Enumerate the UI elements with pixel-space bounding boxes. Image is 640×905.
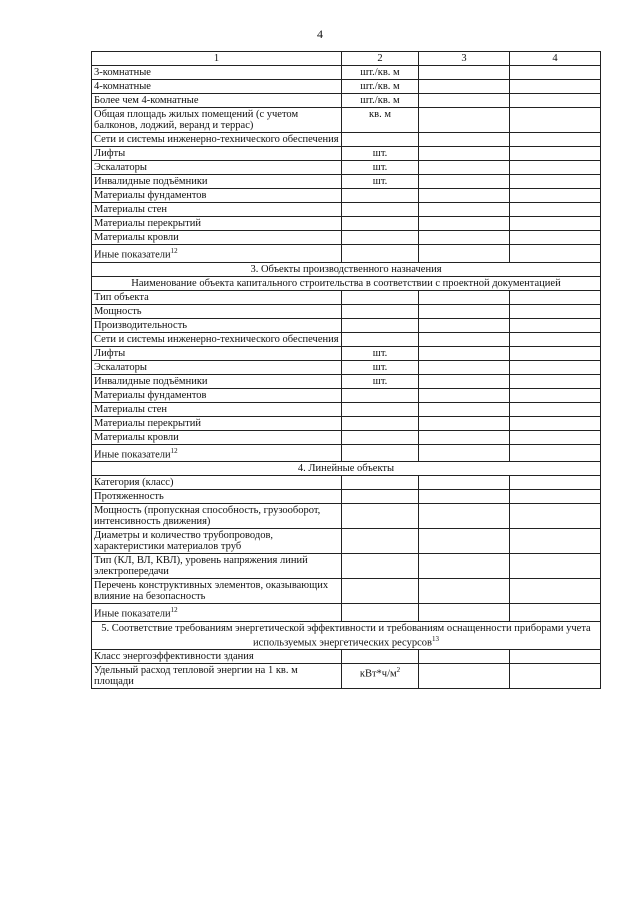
unit-of-measure-text: шт. [372,375,388,387]
design-value [419,360,510,374]
table-row [92,133,601,147]
actual-value [510,332,601,346]
indicator-name-text: Лифты [94,148,126,159]
table-row [92,94,601,108]
unit-of-measure-text: шт. [372,347,388,359]
unit-of-measure [342,664,419,689]
design-value [419,664,510,689]
table-row [92,332,601,346]
indicator-name-text: Тип объекта [94,291,149,303]
column-header-2-text: 2 [377,53,383,64]
indicator-name [92,490,342,504]
indicator-name-text: Материалы кровли [94,232,179,243]
table-row [92,189,601,203]
indicator-name-text: Иные показатели [94,249,171,261]
section-heading [92,621,601,650]
unit-of-measure-text: шт. [372,162,388,173]
indicator-name [92,175,342,189]
table-row [92,579,601,604]
section-heading-text: 5. Соответствие требованиям энергетической эффективности и требованиям оснащенности приборами учета используемых энергетических ресурсов [101,622,591,648]
column-header-3 [419,52,510,66]
design-value [419,80,510,94]
actual-value [510,604,601,622]
design-value [419,346,510,360]
indicator-name-footnote: 12 [170,247,178,255]
unit-of-measure [342,304,419,318]
indicator-name-text: Материалы фундаментов [94,190,207,201]
indicator-name [92,504,342,529]
unit-of-measure [342,94,419,108]
indicator-name [92,554,342,579]
table-row [92,304,601,318]
actual-value [510,66,601,80]
indicator-name [92,245,342,263]
indicator-name [92,388,342,402]
unit-of-measure [342,318,419,332]
unit-of-measure [342,245,419,263]
section-heading-footnote: 13 [431,634,439,643]
indicator-name [92,189,342,203]
section-heading-row [92,462,601,476]
indicator-name-text: Мощность (пропускная способность, грузооборот, интенсивность движения) [94,505,321,527]
table-row [92,444,601,462]
indicator-name [92,332,342,346]
design-value [419,290,510,304]
unit-of-measure [342,476,419,490]
design-value [419,318,510,332]
column-header-3-text: 3 [461,53,467,64]
actual-value [510,388,601,402]
actual-value [510,203,601,217]
actual-value [510,304,601,318]
indicator-name-text: Лифты [94,347,126,359]
table-row [92,245,601,263]
indicator-name [92,664,342,689]
table-row [92,664,601,689]
column-header-1 [92,52,342,66]
table-row [92,217,601,231]
actual-value [510,318,601,332]
indicators-table-body [92,52,601,689]
indicator-name-text: 4-комнатные [94,81,151,92]
indicator-name [92,147,342,161]
actual-value [510,490,601,504]
indicator-name-text: Материалы перекрытий [94,218,201,229]
table-row [92,476,601,490]
unit-of-measure [342,604,419,622]
unit-of-measure-footnote: 2 [396,666,401,674]
actual-value [510,444,601,462]
unit-of-measure [342,346,419,360]
indicator-name [92,217,342,231]
indicator-name-footnote: 12 [170,606,178,614]
indicator-name-text: Удельный расход тепловой энергии на 1 кв. м площади [94,665,298,687]
indicator-name [92,416,342,430]
design-value [419,189,510,203]
indicator-name [92,304,342,318]
section-description-text: Наименование объекта капитального строительства в соответствии с проектной документацией [131,277,561,289]
unit-of-measure [342,444,419,462]
actual-value [510,360,601,374]
indicator-name-text: Категория (класс) [94,477,174,488]
actual-value [510,579,601,604]
indicator-name-text: Сети и системы инженерно-технического обеспечения [94,134,339,145]
unit-of-measure [342,175,419,189]
table-row [92,66,601,80]
indicator-name-text: Материалы стен [94,204,168,215]
indicator-name [92,579,342,604]
design-value [419,175,510,189]
design-value [419,490,510,504]
indicator-name-text: Сети и системы инженерно-технического обеспечения [94,333,339,345]
design-value [419,66,510,80]
table-row [92,504,601,529]
indicator-name-text: Эскалаторы [94,361,147,373]
indicator-name [92,66,342,80]
table-header-row [92,52,601,66]
column-header-2 [342,52,419,66]
table-row [92,650,601,664]
table-row [92,318,601,332]
unit-of-measure [342,504,419,529]
design-value [419,444,510,462]
design-value [419,332,510,346]
indicator-name-text: Материалы стен [94,403,168,415]
table-row [92,360,601,374]
unit-of-measure [342,490,419,504]
table-row [92,374,601,388]
actual-value [510,108,601,133]
indicator-name [92,604,342,622]
table-row [92,203,601,217]
actual-value [510,416,601,430]
indicator-name-text: Иные показатели [94,608,171,620]
indicator-name-text: Более чем 4-комнатные [94,95,199,106]
indicator-name [92,231,342,245]
unit-of-measure-text: шт. [372,176,388,187]
table-row [92,604,601,622]
actual-value [510,346,601,360]
section-heading-row [92,262,601,276]
indicator-name-text: Инвалидные подъёмники [94,176,208,187]
design-value [419,388,510,402]
design-value [419,402,510,416]
design-value [419,529,510,554]
design-value [419,133,510,147]
design-value [419,554,510,579]
actual-value [510,175,601,189]
table-row [92,402,601,416]
table-row [92,290,601,304]
indicator-name [92,360,342,374]
unit-of-measure [342,360,419,374]
table-row [92,231,601,245]
indicator-name [92,650,342,664]
design-value [419,430,510,444]
design-value [419,650,510,664]
section-heading-text: 4. Линейные объекты [297,463,395,474]
table-row [92,108,601,133]
unit-of-measure [342,388,419,402]
unit-of-measure [342,217,419,231]
actual-value [510,231,601,245]
unit-of-measure [342,332,419,346]
indicator-name-text: Материалы перекрытий [94,417,201,429]
indicator-name [92,529,342,554]
unit-of-measure [342,402,419,416]
indicator-name [92,430,342,444]
unit-of-measure-text: шт./кв. м [360,95,400,106]
actual-value [510,217,601,231]
unit-of-measure [342,203,419,217]
unit-of-measure [342,108,419,133]
design-value [419,416,510,430]
unit-of-measure [342,66,419,80]
design-value [419,504,510,529]
unit-of-measure [342,416,419,430]
indicator-name [92,402,342,416]
table-row [92,161,601,175]
indicator-name-text: Тип (КЛ, ВЛ, КВЛ), уровень напряжения линий электропередачи [94,555,308,577]
unit-of-measure [342,231,419,245]
actual-value [510,504,601,529]
indicator-name-text: 3-комнатные [94,67,151,78]
design-value [419,245,510,263]
actual-value [510,664,601,689]
unit-of-measure [342,650,419,664]
indicator-name-text: Материалы фундаментов [94,389,207,401]
indicator-name [92,133,342,147]
indicator-name [92,374,342,388]
design-value [419,94,510,108]
indicator-name [92,476,342,490]
design-value [419,374,510,388]
indicator-name [92,203,342,217]
table-row [92,80,601,94]
unit-of-measure-text: шт. [372,361,388,373]
indicator-name-text: Общая площадь жилых помещений (с учетом балконов, лоджий, веранд и террас) [94,109,299,131]
actual-value [510,161,601,175]
indicator-name-text: Производительность [94,319,188,331]
section-heading-text: 3. Объекты производственного назначения [250,263,442,275]
design-value [419,217,510,231]
design-value [419,604,510,622]
actual-value [510,374,601,388]
indicator-name-text: Мощность [94,305,142,317]
column-header-1-text: 1 [213,53,220,64]
page-number: 4 [317,27,323,41]
table-row [92,529,601,554]
actual-value [510,189,601,203]
actual-value [510,430,601,444]
design-value [419,161,510,175]
table-row [92,430,601,444]
indicator-name-text: Эскалаторы [94,162,147,173]
design-value [419,304,510,318]
design-value [419,579,510,604]
section-heading-row [92,621,601,650]
unit-of-measure [342,133,419,147]
table-row [92,346,601,360]
design-value [419,203,510,217]
design-value [419,108,510,133]
section-heading [92,262,601,276]
section-heading [92,462,601,476]
indicator-name [92,108,342,133]
indicator-name-text: Перечень конструктивных элементов, оказывающих влияние на безопасность [94,580,329,602]
unit-of-measure-text: шт./кв. м [360,67,400,78]
indicator-name-text: Класс энергоэффективности здания [94,651,254,662]
unit-of-measure-text: шт./кв. м [360,81,400,92]
indicators-table [91,51,601,689]
indicator-name [92,318,342,332]
unit-of-measure-text: кВт*ч/м [359,668,397,680]
table-row [92,388,601,402]
indicator-name-text: Материалы кровли [94,431,179,443]
indicator-name-text: Протяженность [94,491,164,502]
actual-value [510,402,601,416]
unit-of-measure [342,374,419,388]
actual-value [510,476,601,490]
table-row [92,490,601,504]
column-header-4-text: 4 [552,53,558,64]
indicator-name-footnote: 12 [170,446,178,455]
indicator-name [92,290,342,304]
table-row [92,416,601,430]
unit-of-measure-text: шт. [372,148,388,159]
section-description-row [92,276,601,290]
section-description [92,276,601,290]
unit-of-measure [342,161,419,175]
actual-value [510,554,601,579]
unit-of-measure [342,579,419,604]
actual-value [510,147,601,161]
indicator-name [92,346,342,360]
unit-of-measure [342,80,419,94]
indicator-name-text: Иные показатели [94,449,171,460]
unit-of-measure [342,189,419,203]
table-row [92,147,601,161]
actual-value [510,529,601,554]
column-header-4 [510,52,601,66]
indicator-name [92,161,342,175]
indicator-name [92,94,342,108]
actual-value [510,245,601,263]
indicator-name [92,80,342,94]
actual-value [510,133,601,147]
actual-value [510,650,601,664]
actual-value [510,290,601,304]
indicator-name-text: Инвалидные подъёмники [94,375,208,387]
design-value [419,476,510,490]
unit-of-measure [342,529,419,554]
unit-of-measure [342,290,419,304]
unit-of-measure [342,147,419,161]
actual-value [510,94,601,108]
unit-of-measure [342,430,419,444]
table-row [92,175,601,189]
indicator-name-text: Диаметры и количество трубопроводов, характеристики материалов труб [94,530,274,552]
design-value [419,231,510,245]
table-row [92,554,601,579]
unit-of-measure-text: кв. м [369,109,391,120]
actual-value [510,80,601,94]
unit-of-measure [342,554,419,579]
design-value [419,147,510,161]
indicator-name [92,444,342,462]
